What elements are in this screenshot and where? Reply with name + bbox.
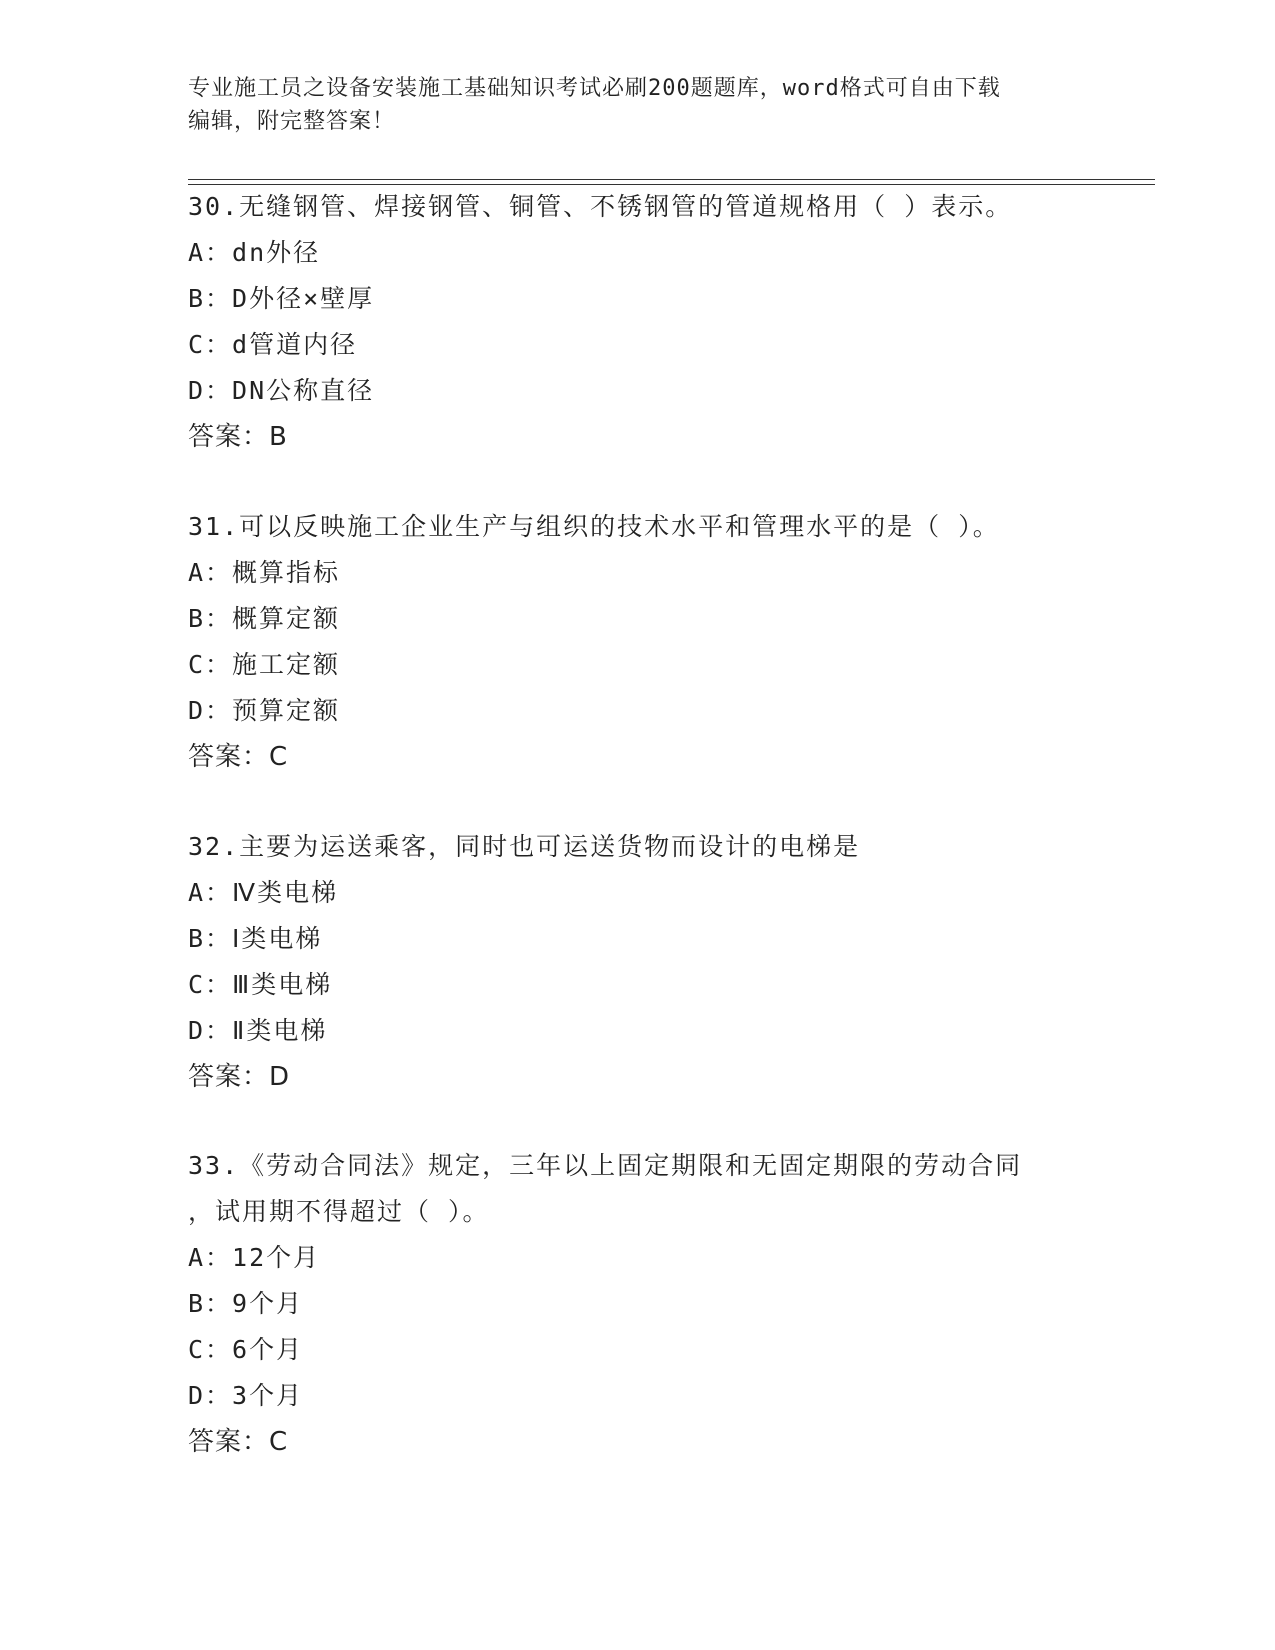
option-c: C：6个月 [188, 1335, 304, 1364]
answer-line: 答案：C [188, 742, 289, 772]
question-stem: 30.无缝钢管、焊接钢管、铜管、不锈钢管的管道规格用（ ）表示。 [188, 192, 1013, 221]
option-d: D：预算定额 [188, 696, 341, 725]
option-d: D：DN公称直径 [188, 376, 375, 405]
option-a: A：12个月 [188, 1243, 321, 1272]
option-d: D：Ⅱ类电梯 [188, 1016, 328, 1045]
question-stem-line-2: ，试用期不得超过（ ）。 [188, 1197, 490, 1226]
option-d: D：3个月 [188, 1381, 304, 1410]
option-b: B：D外径×壁厚 [188, 284, 375, 313]
header-title-line-2: 编辑，附完整答案！ [188, 109, 396, 134]
option-b: B：Ⅰ类电梯 [188, 924, 323, 953]
question-stem: 32.主要为运送乘客，同时也可运送货物而设计的电梯是 [188, 832, 861, 861]
option-b: B：概算定额 [188, 604, 341, 633]
header-title-line-1: 专业施工员之设备安装施工基础知识考试必刷200题题库，word格式可自由下载 [188, 76, 1001, 101]
question-32 [188, 824, 1088, 1100]
question-30 [188, 184, 1088, 460]
document-header [188, 72, 1088, 138]
answer-line: 答案：B [188, 422, 288, 452]
question-33 [188, 1143, 1088, 1465]
option-c: C：施工定额 [188, 650, 341, 679]
option-c: C：Ⅲ类电梯 [188, 970, 333, 999]
option-b: B：9个月 [188, 1289, 304, 1318]
option-a: A：Ⅳ类电梯 [188, 878, 339, 907]
answer-line: 答案：C [188, 1427, 289, 1457]
option-c: C：d管道内径 [188, 330, 358, 359]
option-a: A：dn外径 [188, 238, 321, 267]
question-31 [188, 504, 1088, 780]
option-a: A：概算指标 [188, 558, 341, 587]
answer-line: 答案：D [188, 1062, 291, 1092]
header-divider-top [188, 179, 1155, 180]
question-stem: 31.可以反映施工企业生产与组织的技术水平和管理水平的是（ ）。 [188, 512, 1000, 541]
question-stem-line-1: 33.《劳动合同法》规定，三年以上固定期限和无固定期限的劳动合同 [188, 1151, 1023, 1180]
